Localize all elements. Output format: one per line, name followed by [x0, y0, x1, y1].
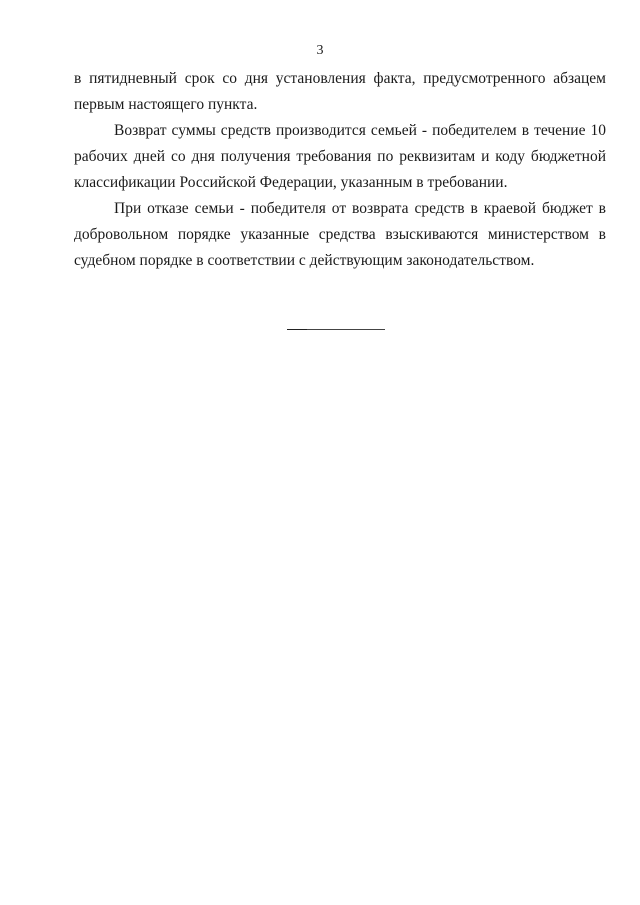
paragraph-refund-terms: Возврат суммы средств производится семьей - победителем в течение 10 рабочих дней со дня получения требования по реквизитам и коду бюджетной классификации Российской Федерации, указанным в требовании.	[74, 122, 606, 191]
paragraph-refusal-recovery: При отказе семьи - победителя от возврата средств в краевой бюджет в добровольном порядке указанные средства взыскиваются министерством в судебном порядке в соответствии с действующим законодательством.	[74, 200, 606, 269]
paragraph-continuation: в пятидневный срок со дня установления факта, предусмотренного абзацем первым настоящего пункта.	[74, 70, 606, 113]
page-number: 3	[316, 43, 324, 58]
document-body	[74, 66, 606, 274]
closing-rule-dash	[287, 329, 307, 330]
closing-rule	[287, 329, 385, 330]
